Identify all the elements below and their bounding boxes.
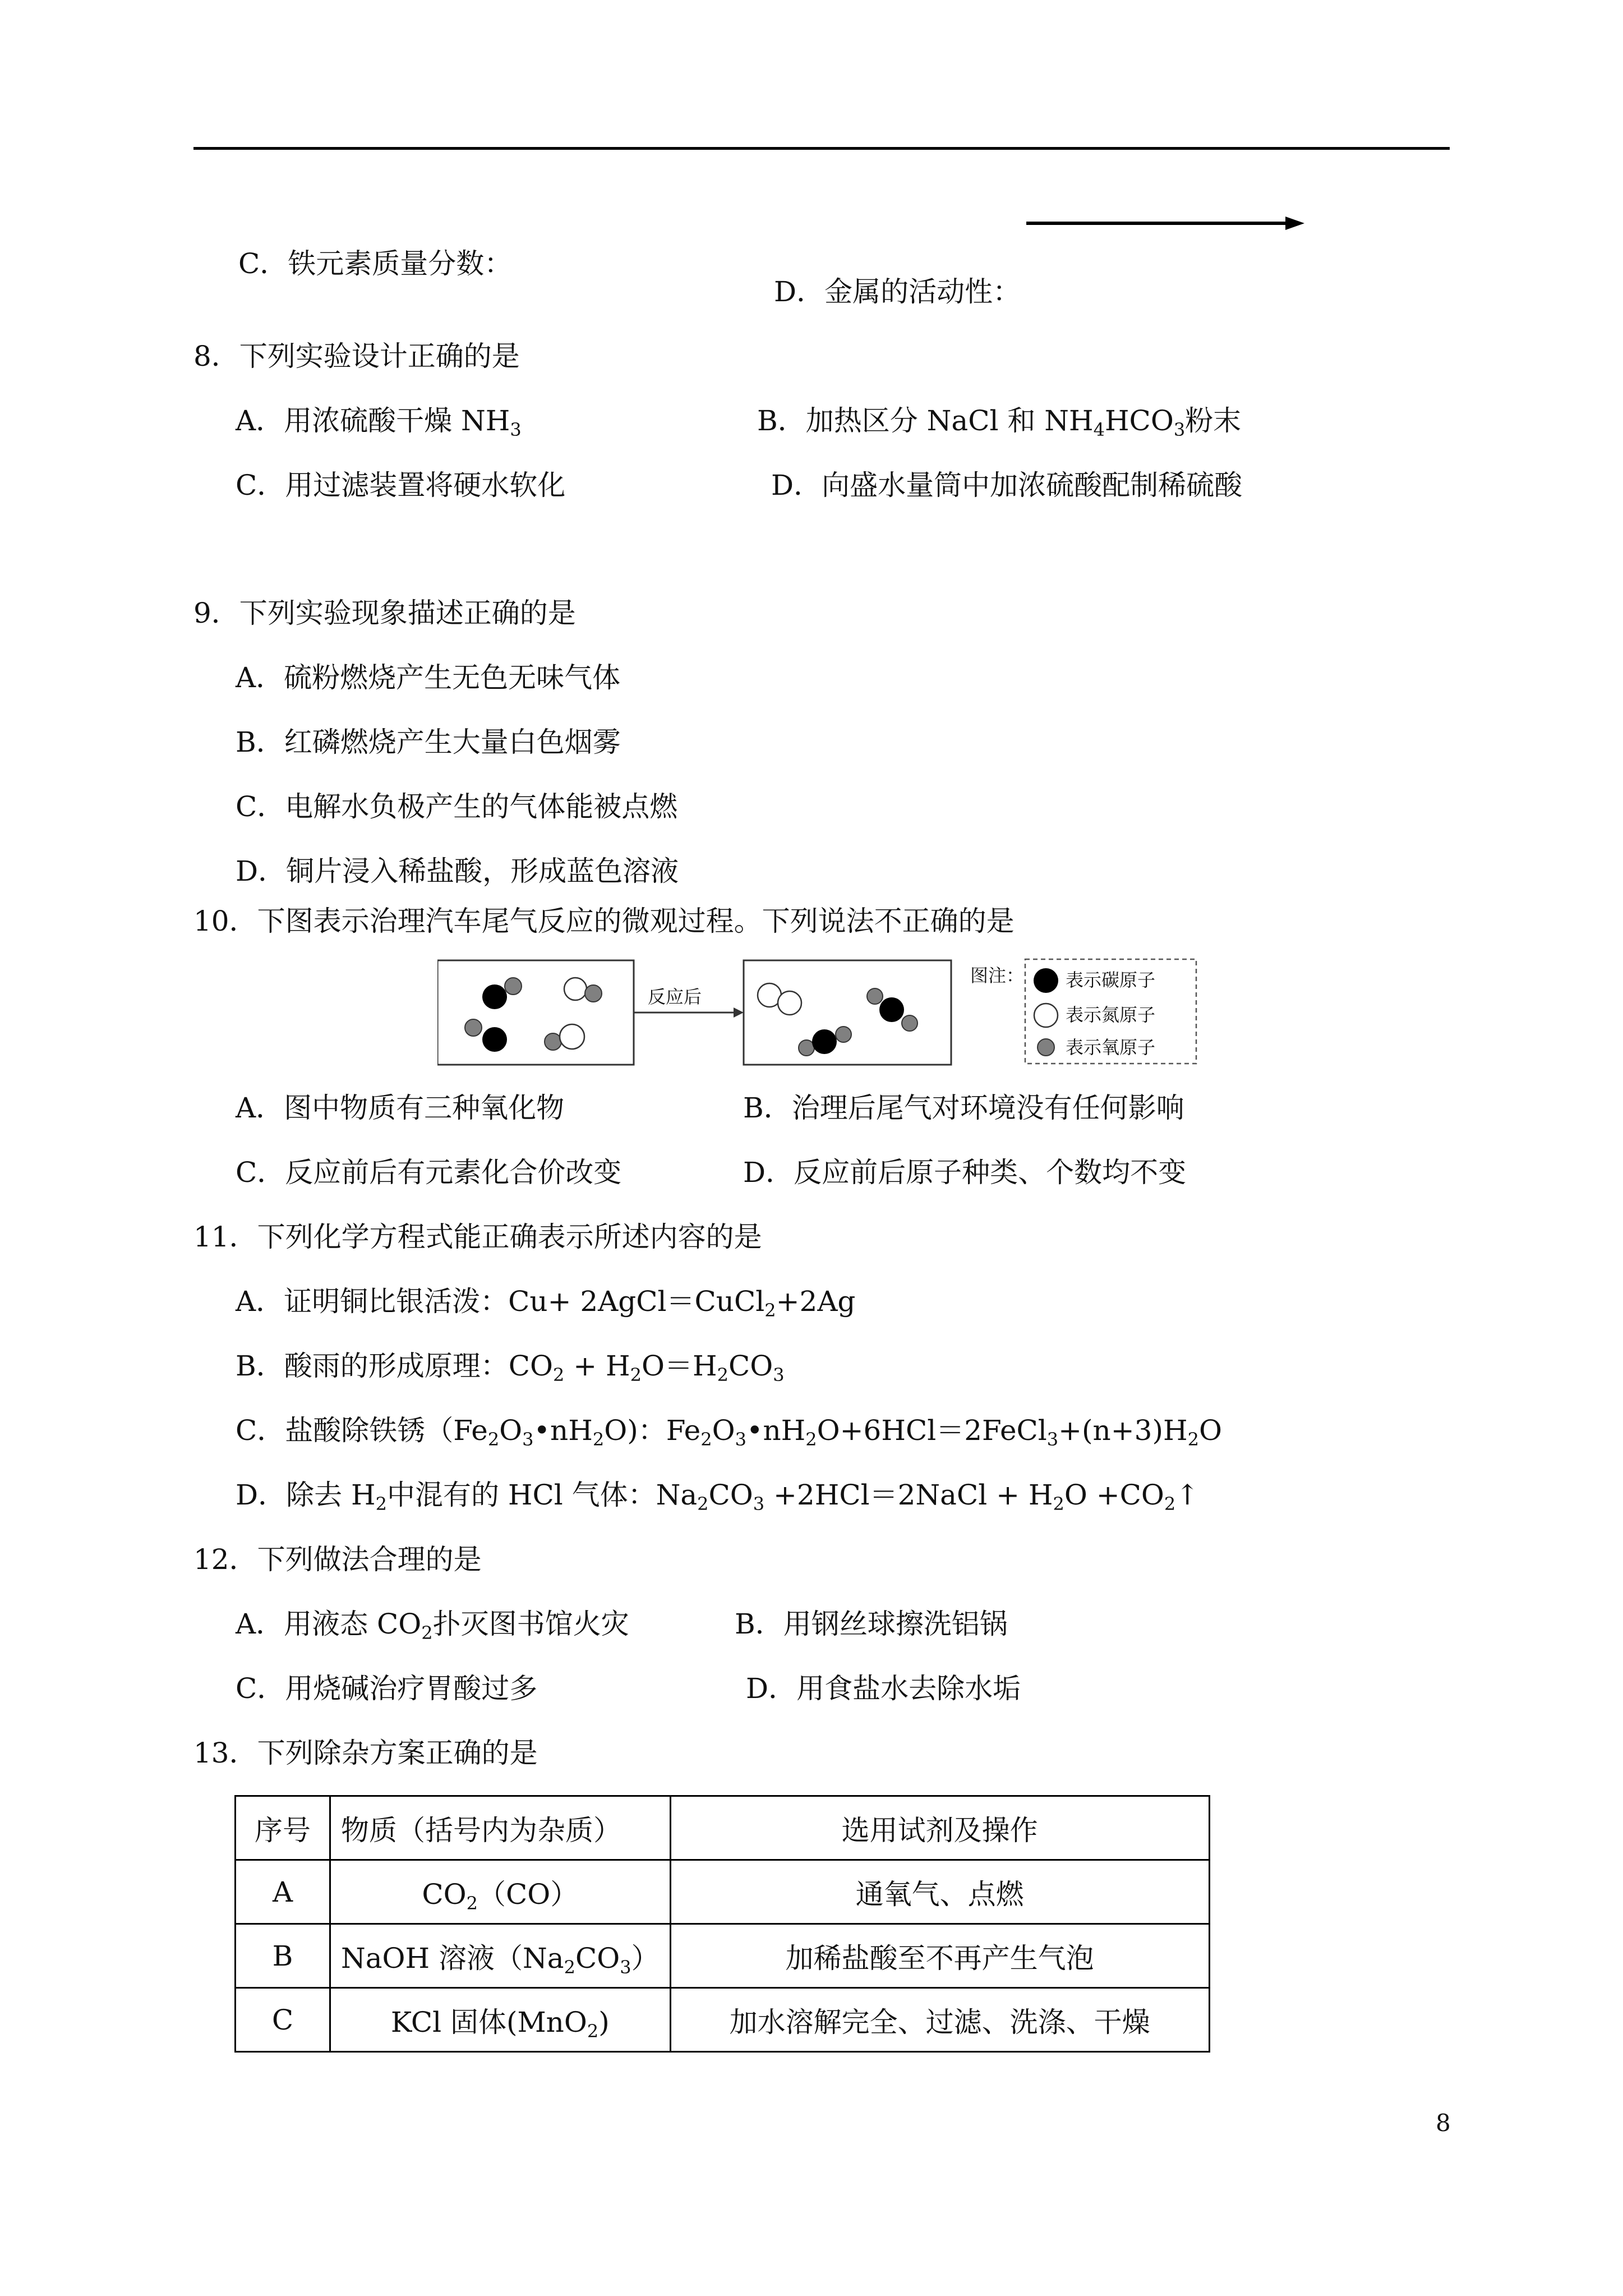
q9-option-d: D．铜片浸入稀盐酸，形成蓝色溶液 [236, 855, 679, 887]
q12-option-b: B．用钢丝球擦洗铝锅 [735, 1608, 1008, 1640]
oxygen-atom-icon [799, 1040, 814, 1056]
nitrogen-atom-icon [778, 991, 801, 1015]
nitrogen-atom-icon [560, 1024, 584, 1049]
table-header-cell: 物质（括号内为杂质） [330, 1796, 671, 1860]
q9-stem: 9．下列实验现象描述正确的是 [193, 597, 576, 629]
legend-title: 图注： [970, 965, 1025, 986]
trend-arrowhead-icon [1285, 217, 1304, 230]
q11-option-a: A．证明铜比银活泼：Cu+ 2AgCl＝CuCl$_2$+2Ag [236, 1285, 856, 1321]
oxygen-atom-icon [545, 1033, 561, 1050]
q9-option-a: A．硫粉燃烧产生无色无味气体 [236, 661, 621, 694]
row-id: B [236, 1924, 330, 1988]
carbon-atom-icon [482, 1027, 507, 1052]
carbon-atom-icon [879, 997, 904, 1022]
q12-option-c: C．用烧碱治疗胃酸过多 [236, 1672, 538, 1705]
q8-option-b: B．加热区分 NaCl 和 $NH_4HCO_3$粉末 [757, 404, 1242, 440]
reaction-diagram [437, 954, 1200, 1071]
table-row [236, 1988, 1210, 2052]
nitrogen-atom-icon [1034, 1004, 1058, 1027]
oxygen-atom-icon [1038, 1039, 1054, 1056]
page-number: 8 [1436, 2109, 1451, 2137]
q8-stem: 8．下列实验设计正确的是 [193, 340, 520, 372]
q7-option-d: D．金属的活动性： [774, 275, 1021, 308]
header-rule [193, 147, 1450, 150]
q12-option-d: D．用食盐水去除水垢 [746, 1672, 1021, 1705]
oxygen-atom-icon [465, 1019, 482, 1036]
oxygen-atom-icon [505, 978, 522, 995]
row-operation: 通氧气、点燃 [670, 1860, 1209, 1924]
arrow-label: 反应后 [648, 987, 702, 1007]
table-header-cell: 序号 [236, 1796, 330, 1860]
q11-option-b: B．酸雨的形成原理：$CO_2 + H_2O=H_2CO_3$ [236, 1350, 785, 1386]
q7-option-c: C．铁元素质量分数： [238, 247, 513, 280]
impurity-table [234, 1795, 1210, 2053]
q12-option-a: A．用液态 $CO_2$扑灭图书馆火灾 [236, 1608, 629, 1644]
row-substance: KCl 固体(MnO$_2$) [330, 1988, 671, 2052]
trend-arrow-icon [1026, 222, 1290, 225]
q10-option-a: A．图中物质有三种氧化物 [236, 1092, 565, 1124]
q13-stem: 13．下列除杂方案正确的是 [193, 1737, 538, 1769]
row-operation: 加稀盐酸至不再产生气泡 [670, 1924, 1209, 1988]
q9-option-c: C．电解水负极产生的气体能被点燃 [236, 790, 678, 823]
carbon-atom-icon [812, 1029, 837, 1054]
oxygen-atom-icon [836, 1027, 851, 1042]
q8-option-d: D．向盛水量筒中加浓硫酸配制稀硫酸 [771, 469, 1243, 501]
q11-option-d: D．除去 $H_2$中混有的 HCl 气体：$Na_2CO_3$ +2HCl＝2NaCl + $H_2O$ $+CO_2↑$ [236, 1479, 1200, 1515]
q8-option-c: C．用过滤装置将硬水软化 [236, 469, 566, 501]
q10-stem: 10．下图表示治理汽车尾气反应的微观过程。下列说法不正确的是 [193, 905, 1015, 937]
oxygen-atom-icon [585, 985, 602, 1002]
oxygen-atom-icon [902, 1015, 917, 1031]
q12-stem: 12．下列做法合理的是 [193, 1543, 482, 1576]
legend-nitrogen: 表示氮原子 [1066, 1005, 1156, 1025]
carbon-atom-icon [1034, 968, 1058, 993]
legend-carbon: 表示碳原子 [1066, 970, 1156, 990]
oxygen-atom-icon [867, 988, 883, 1004]
carbon-atom-icon [482, 984, 507, 1009]
row-id: A [236, 1860, 330, 1924]
row-id: C [236, 1988, 330, 2052]
before-box [437, 960, 634, 1065]
row-substance: NaOH 溶液$(Na_2CO_3)$ [330, 1924, 671, 1988]
q11-option-c: C．盐酸除铁锈$(Fe_2O_3•nH_2O)$：$Fe_2O_3•nH_2O+6HCl=2FeCl_3+(n+3)H_2O$ [236, 1414, 1222, 1450]
nitrogen-atom-icon [564, 978, 587, 1000]
table-header-cell: 选用试剂及操作 [670, 1796, 1209, 1860]
q10-option-c: C．反应前后有元素化合价改变 [236, 1156, 622, 1189]
q8-option-a: A．用浓硫酸干燥 $NH_3$ [236, 404, 522, 440]
table-row [236, 1860, 1210, 1924]
q10-option-b: B．治理后尾气对环境没有任何影响 [743, 1092, 1184, 1124]
legend-oxygen: 表示氧原子 [1066, 1037, 1156, 1057]
table-header-row [236, 1796, 1210, 1860]
q10-option-d: D．反应前后原子种类、个数均不变 [743, 1156, 1187, 1189]
row-substance: $CO_2(CO)$ [330, 1860, 671, 1924]
after-box [744, 960, 951, 1065]
q11-stem: 11．下列化学方程式能正确表示所述内容的是 [193, 1221, 762, 1253]
table-row [236, 1924, 1210, 1988]
row-operation: 加水溶解完全、过滤、洗涤、干燥 [670, 1988, 1209, 2052]
q9-option-b: B．红磷燃烧产生大量白色烟雾 [236, 726, 621, 758]
